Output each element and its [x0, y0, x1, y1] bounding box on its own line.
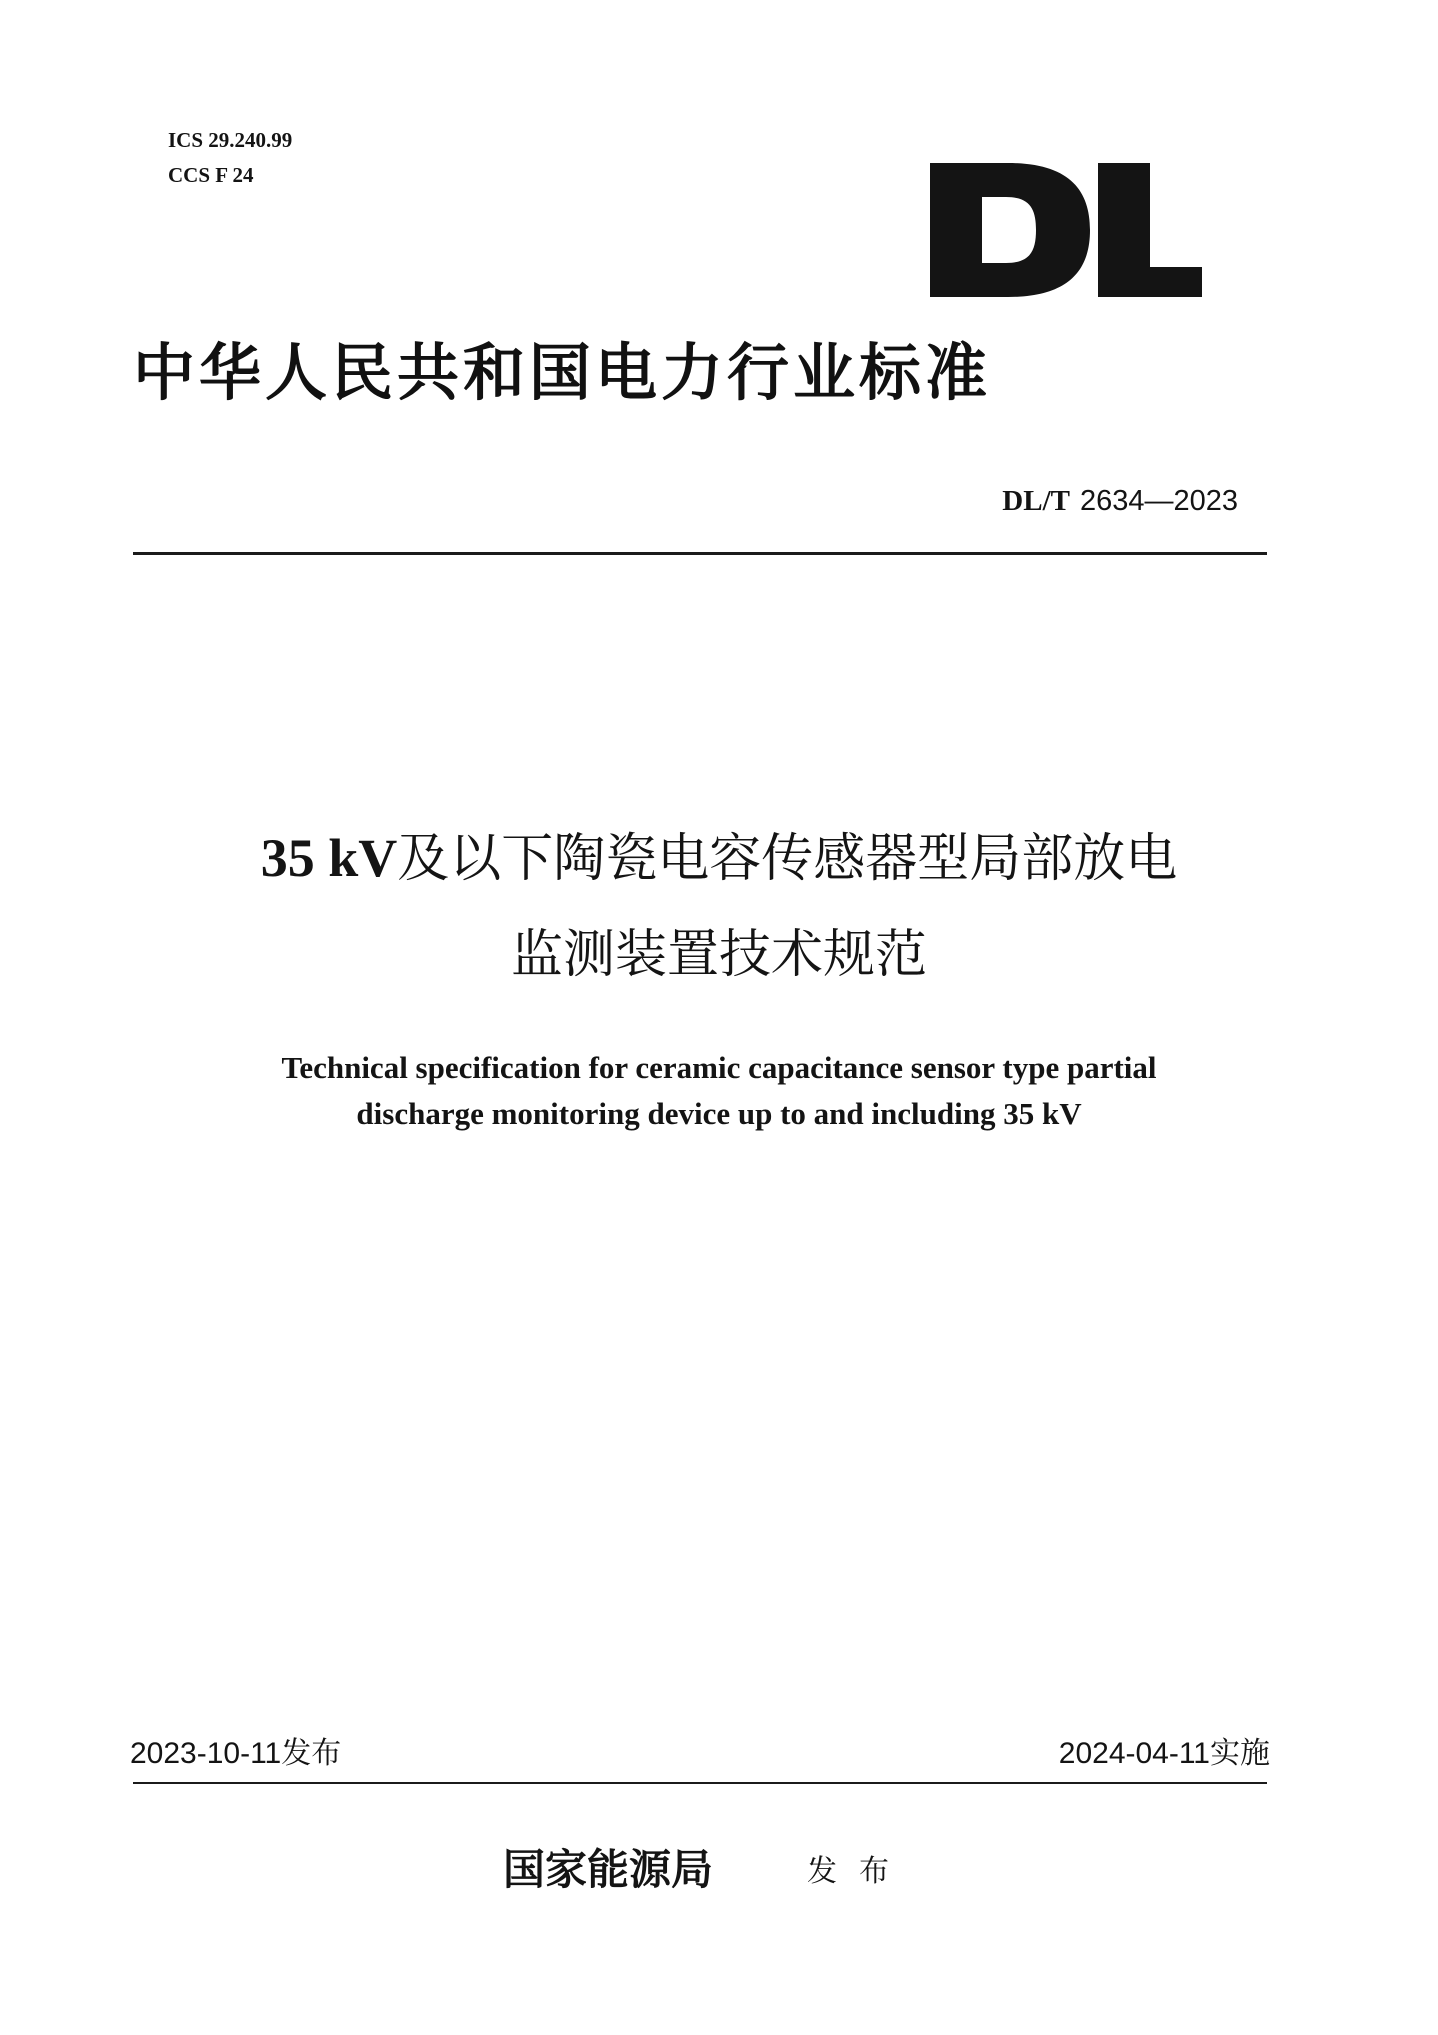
dl-logo-letter-l [1098, 163, 1202, 297]
ics-code: ICS 29.240.99 [168, 128, 293, 152]
implementation-date: 2024-04-11实施 [1058, 1737, 1270, 1770]
chinese-title-line-2: 监测装置技术规范 [510, 925, 927, 985]
national-standard-title: 中华人民共和国电力行业标准 [133, 336, 992, 409]
publisher-name: 国家能源局 [503, 1845, 714, 1894]
standard-code: DL/T [1002, 485, 1070, 517]
top-divider [133, 552, 1267, 555]
issue-date: 2023-10-11发布 [130, 1737, 342, 1770]
title-line-1-text: 及以下陶瓷电容传感器型局部放电 [397, 829, 1178, 889]
bottom-divider [133, 1782, 1267, 1784]
dl-logo [930, 163, 1202, 297]
title-voltage: 35 kV [260, 828, 398, 888]
standard-number [1002, 483, 1238, 519]
english-title-line-2: discharge monitoring device up to and including 35 kV [356, 1096, 1082, 1131]
publish-label: 发布 [807, 1854, 911, 1889]
chinese-title-line-1 [0, 823, 1438, 894]
dl-logo-letter-d [930, 163, 1090, 297]
english-title-line-1: Technical specification for ceramic capacitance sensor type partial [281, 1050, 1157, 1085]
standard-number-value: 2634—2023 [1079, 485, 1238, 517]
ccs-code: CCS F 24 [168, 163, 254, 187]
